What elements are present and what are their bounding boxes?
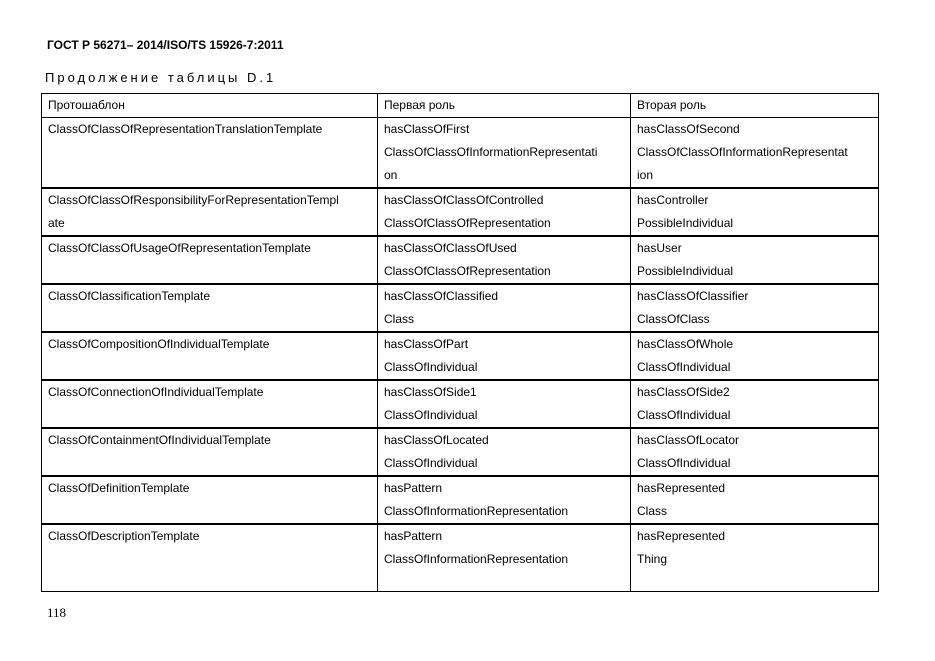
second-role-cell <box>631 524 879 592</box>
cell-text-line: ClassOfClassOfInformationRepresentat <box>637 145 848 159</box>
first-role-cell <box>378 332 631 380</box>
cell-text-line: ClassOfClassOfRepresentation <box>384 264 551 278</box>
table-row <box>42 428 879 476</box>
prototemplate-cell <box>42 428 378 476</box>
prototemplate-cell <box>42 332 378 380</box>
cell-text-line: Thing <box>637 552 668 566</box>
cell-text-line: ClassOfIndividual <box>637 408 731 422</box>
cell-text-line: ClassOfInformationRepresentation <box>384 504 569 518</box>
table-row <box>42 332 879 380</box>
cell-text-line: ClassOfIndividual <box>637 456 731 470</box>
cell-text-line: hasPattern <box>384 481 443 495</box>
table-row <box>42 476 879 524</box>
cell-text-line: ClassOfClassOfInformationRepresentati <box>384 145 598 159</box>
prototemplate-cell <box>42 380 378 428</box>
second-role-cell <box>631 476 879 524</box>
cell-text-line: hasClassOfClassifier <box>637 289 749 303</box>
cell-text-line: hasClassOfSecond <box>637 122 740 136</box>
cell-text-line: ClassOfIndividual <box>637 360 731 374</box>
table-row <box>42 380 879 428</box>
cell-text-line: hasRepresented <box>637 481 726 495</box>
cell-text-line: hasUser <box>637 241 682 255</box>
first-role-cell <box>378 524 631 592</box>
cell-text-line: Class <box>384 312 415 326</box>
second-role-cell <box>631 118 879 189</box>
second-role-cell <box>631 236 879 284</box>
first-role-cell <box>378 380 631 428</box>
prototemplate-cell <box>42 118 378 189</box>
cell-text-line: hasClassOfFirst <box>384 122 470 136</box>
cell-text-line: hasClassOfClassOfControlled <box>384 193 544 207</box>
table-header-row <box>42 94 879 118</box>
first-role-cell <box>378 284 631 332</box>
table-row <box>42 524 879 592</box>
cell-text-line: PossibleIndividual <box>637 264 734 278</box>
second-role-cell <box>631 428 879 476</box>
prototemplate-cell <box>42 236 378 284</box>
prototemplate-cell <box>42 188 378 236</box>
cell-text-line: ClassOfIndividual <box>384 360 478 374</box>
cell-text-line: ClassOfIndividual <box>384 408 478 422</box>
prototemplate-roles-table <box>41 93 879 592</box>
cell-text-line: hasClassOfClassOfUsed <box>384 241 517 255</box>
prototemplate-cell <box>42 284 378 332</box>
cell-text-line: ClassOfClassOfRepresentationTranslationTemplate <box>48 122 323 136</box>
second-role-cell <box>631 332 879 380</box>
cell-text-line: hasClassOfClassified <box>384 289 499 303</box>
table-body <box>42 118 879 592</box>
cell-text-line: ClassOfClassOfUsageOfRepresentationTemplate <box>48 241 311 255</box>
prototemplate-cell <box>42 476 378 524</box>
prototemplate-cell <box>42 524 378 592</box>
table-row <box>42 118 879 189</box>
column-header-second-role: Вторая роль <box>631 94 879 118</box>
cell-text-line: hasClassOfPart <box>384 337 469 351</box>
second-role-cell <box>631 284 879 332</box>
cell-text-line: ClassOfClassificationTemplate <box>48 289 211 303</box>
cell-text-line: hasClassOfWhole <box>637 337 734 351</box>
second-role-cell <box>631 380 879 428</box>
second-role-cell <box>631 188 879 236</box>
column-header-prototemplate: Протошаблон <box>42 94 378 118</box>
cell-text-line: ClassOfClassOfResponsibilityForRepresentationTempl <box>48 193 339 207</box>
cell-text-line: PossibleIndividual <box>637 216 734 230</box>
cell-text-line: ClassOfDefinitionTemplate <box>48 481 190 495</box>
document-standard-id: ГОСТ Р 56271– 2014/ISO/TS 15926-7:2011 <box>47 38 284 52</box>
first-role-cell <box>378 428 631 476</box>
cell-text-line: hasClassOfLocator <box>637 433 740 447</box>
cell-text-line: ClassOfIndividual <box>384 456 478 470</box>
cell-text-line: ClassOfDescriptionTemplate <box>48 529 200 543</box>
page-number: 118 <box>47 605 67 620</box>
cell-text-line: hasClassOfSide2 <box>637 385 730 399</box>
cell-text-line: ClassOfCompositionOfIndividualTemplate <box>48 337 270 351</box>
first-role-cell <box>378 118 631 189</box>
cell-text-line: hasPattern <box>384 529 443 543</box>
cell-text-line: ClassOfConnectionOfIndividualTemplate <box>48 385 264 399</box>
cell-text-line: ClassOfClassOfRepresentation <box>384 216 551 230</box>
cell-text-line: ion <box>637 168 654 182</box>
first-role-cell <box>378 236 631 284</box>
table-row <box>42 236 879 284</box>
cell-text-line: Class <box>637 504 668 518</box>
first-role-cell <box>378 188 631 236</box>
cell-text-line: ate <box>48 216 65 230</box>
cell-text-line: ClassOfClass <box>637 312 710 326</box>
table-caption: Продолжение таблицы D.1 <box>45 70 277 85</box>
cell-text-line: on <box>384 168 398 182</box>
column-header-first-role: Первая роль <box>378 94 631 118</box>
cell-text-line: hasClassOfLocated <box>384 433 489 447</box>
cell-text-line: hasClassOfSide1 <box>384 385 477 399</box>
cell-text-line: hasRepresented <box>637 529 726 543</box>
cell-text-line: ClassOfContainmentOfIndividualTemplate <box>48 433 271 447</box>
table-row <box>42 188 879 236</box>
cell-text-line: ClassOfInformationRepresentation <box>384 552 569 566</box>
cell-text-line: hasController <box>637 193 709 207</box>
table-row <box>42 284 879 332</box>
first-role-cell <box>378 476 631 524</box>
